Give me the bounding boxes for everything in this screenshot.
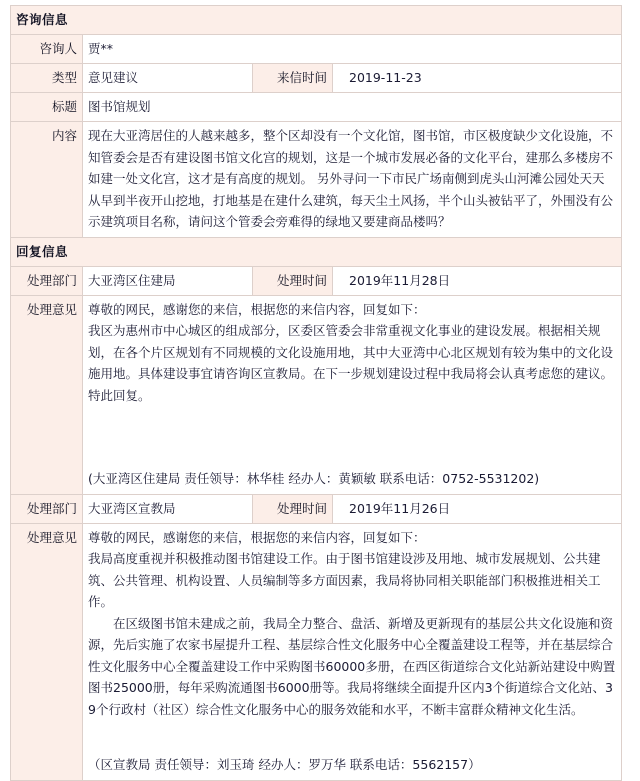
reply-body-spacer [88, 720, 616, 754]
consult-letter-time-value: 2019-11-23 [333, 64, 622, 93]
reply-opinion-row [11, 295, 622, 494]
consult-content-label: 内容 [11, 122, 83, 238]
consult-type-row [11, 64, 622, 93]
reply-opinion-value [83, 295, 622, 494]
reply-signature: (大亚湾区住建局 责任领导：林华桂 经办人：黄颖敏 联系电话：0752-5531202) [88, 471, 540, 486]
reply-department-row [11, 266, 622, 295]
consult-person-label: 咨询人 [11, 35, 83, 64]
consult-person-row [11, 35, 622, 64]
reply-handle-time-label: 处理时间 [253, 494, 333, 523]
consult-section-title: 咨询信息 [11, 6, 622, 35]
reply-handle-time-value: 2019年11月26日 [333, 494, 622, 523]
reply-signature: （区宣教局 责任领导：刘玉琦 经办人：罗万华 联系电话：5562157） [88, 757, 481, 772]
consult-content-row [11, 122, 622, 238]
consult-content-text: 现在大亚湾居住的人越来越多，整个区却没有一个文化馆，图书馆，市区极度缺少文化设施，不知管委会是否有建设图书馆文化宫的规划，这是一个城市发展必备的文化平台，建那么多楼房不如建一处文化宫，这才是有高度的规划。 另外寻问一下市民广场南侧到虎头山河滩公园处天天从早到半夜开山挖地，打地基是在建什么建筑，每天尘土风扬，半个山头被钻平了，外围没有公示建筑项目名称，请问这个管委会旁难得的绿地又要建商品楼吗？ [88, 128, 614, 229]
consult-title-value: 图书馆规划 [83, 93, 622, 122]
reply-department-row [11, 494, 622, 523]
consult-section-header-row [11, 6, 622, 35]
reply-handle-time-value: 2019年11月28日 [333, 266, 622, 295]
reply-department-label: 处理部门 [11, 266, 83, 295]
consultation-info-table [10, 5, 622, 781]
consult-letter-time-label: 来信时间 [253, 64, 333, 93]
reply-section-header-row [11, 237, 622, 266]
reply-opinion-row [11, 523, 622, 780]
consult-person-value: 贾** [83, 35, 622, 64]
consult-type-label: 类型 [11, 64, 83, 93]
reply-department-value: 大亚湾区宣教局 [83, 494, 253, 523]
reply-opinion-label: 处理意见 [11, 523, 83, 780]
consult-type-value: 意见建议 [83, 64, 253, 93]
reply-department-value: 大亚湾区住建局 [83, 266, 253, 295]
reply-opinion-value [83, 523, 622, 780]
reply-paragraph-1: 我局高度重视并积极推动图书馆建设工作。由于图书馆建设涉及用地、城市发展规划、公共建筑、公共管理、机构设置、人员编制等多方面因素，我局将协同相关职能部门积极推进相关工作。 [88, 551, 601, 609]
reply-paragraph-2: 在区级图书馆未建成之前，我局全力整合、盘活、新增及更新现有的基层公共文化设施和资源，先后实施了农家书屋提升工程、基层综合性文化服务中心全覆盖建设工程等，并在基层综合性文化服务中心全覆盖建设工作中采购图书60000多册，在西区街道综合文化站新站建设中购置图书25000册，每年采购流通图书6000册等。我局将继续全面提升区内3个街道综合文化站、39个行政村（社区）综合性文化服务中心的服务效能和水平，不断丰富群众精神文化生活。 [88, 615, 616, 717]
consult-title-row [11, 93, 622, 122]
reply-greeting: 尊敬的网民，感谢您的来信，根据您的来信内容，回复如下： [88, 529, 426, 545]
reply-department-label: 处理部门 [11, 494, 83, 523]
reply-paragraph-2: 特此回复。 [88, 387, 151, 403]
reply-body-spacer [88, 406, 616, 468]
consult-title-label: 标题 [11, 93, 83, 122]
reply-paragraph-1: 我区为惠州市中心城区的组成部分，区委区管委会非常重视文化事业的建设发展。根据相关规划，在各个片区规划有不同规模的文化设施用地，其中大亚湾中心北区规划有较为集中的文化设施用地。具体建设事宜请咨询区宣教局。在下一步规划建设过程中我局将会认真考虑您的建议。 [88, 323, 614, 381]
reply-handle-time-label: 处理时间 [253, 266, 333, 295]
reply-section-title: 回复信息 [11, 237, 622, 266]
reply-opinion-label: 处理意见 [11, 295, 83, 494]
consult-content-value [83, 122, 622, 238]
reply-greeting: 尊敬的网民，感谢您的来信，根据您的来信内容，回复如下： [88, 301, 426, 317]
